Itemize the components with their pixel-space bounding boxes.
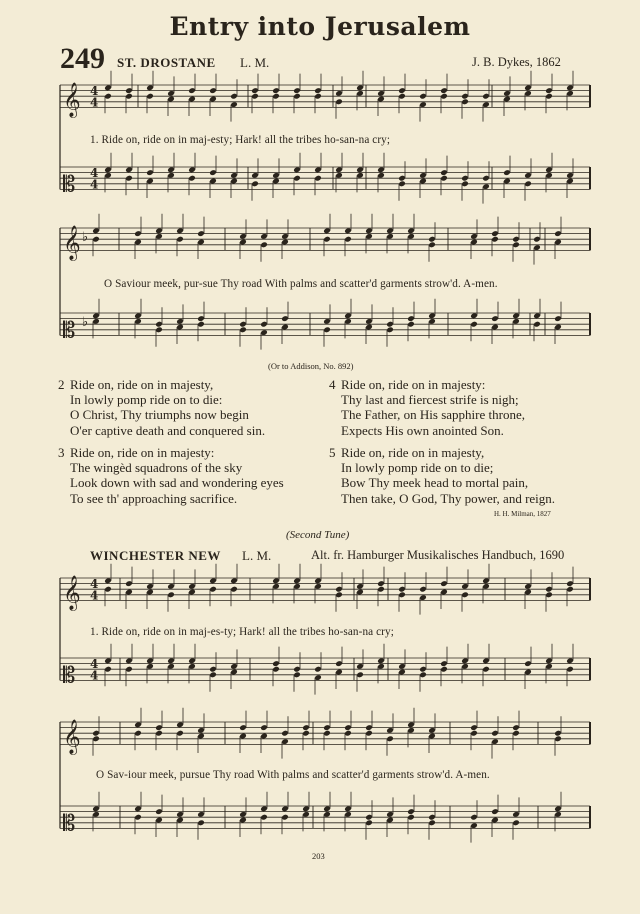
- text-author: H. H. Milman, 1827: [494, 510, 551, 518]
- time-signature: 4: [90, 84, 99, 99]
- tune-name-2: WINCHESTER NEW: [90, 548, 221, 563]
- time-signature: 4: [90, 577, 99, 592]
- verse-line: O Christ, Thy triumphs now begin: [70, 407, 249, 423]
- time-signature: 4: [90, 177, 99, 192]
- verse-line: Bow Thy meek head to mortal pain,: [341, 475, 529, 491]
- alternate-tune-note: (Or to Addison, No. 892): [268, 361, 354, 371]
- lyric-line: 1. Ride on, ride on in maj-es-ty; Hark! all the tribes ho-san-na cry;: [90, 626, 394, 638]
- verse-line: O'er captive death and conquered sin.: [70, 422, 266, 438]
- music-system-4: [0, 706, 640, 856]
- verse-3: [58, 445, 284, 506]
- verse-4: [329, 377, 525, 438]
- time-signature: 4: [90, 95, 99, 110]
- page-title: Entry into Jerusalem: [169, 12, 471, 41]
- verse-line: To see th' approaching sacrifice.: [70, 490, 238, 506]
- tenor-clef: 𝄡: [63, 172, 76, 198]
- page-number: 203: [312, 851, 325, 861]
- verse-number: 2: [58, 377, 65, 392]
- treble-clef: 𝄞: [63, 82, 81, 118]
- verse-5: [329, 445, 555, 506]
- treble-clef: 𝄞: [63, 575, 81, 611]
- verse-line: Ride on, ride on in majesty:: [70, 445, 215, 460]
- verse-line: Look down with sad and wondering eyes: [70, 475, 284, 491]
- lyric-line: O Sav-iour meek, pursue Thy road With palms and scatter'd garments strow'd. A-men.: [96, 769, 490, 781]
- tenor-clef: 𝄡: [63, 663, 76, 689]
- composer-1: J. B. Dykes, 1862: [472, 55, 561, 69]
- verse-line: Ride on, ride on in majesty,: [341, 445, 485, 460]
- verse-number: 5: [329, 445, 336, 460]
- verse-line: Thy last and fiercest strife is nigh;: [341, 392, 519, 408]
- lyric-line: O Saviour meek, pur-sue Thy road With palms and scatter'd garments strow'd. A-men.: [104, 278, 498, 290]
- tenor-clef: 𝄡: [63, 318, 76, 344]
- time-signature: 4: [90, 657, 99, 672]
- verse-line: Ride on, ride on in majesty,: [70, 377, 214, 392]
- verse-line: Expects His own anointed Son.: [341, 422, 504, 438]
- verse-number: 4: [329, 377, 336, 392]
- second-tune-label: (Second Tune): [286, 529, 350, 541]
- composer-2: Alt. fr. Hamburger Musikalisches Handbuch, 1690: [311, 548, 565, 562]
- treble-clef: 𝄞: [63, 225, 81, 261]
- verse-line: The Father, on His sapphire throne,: [341, 407, 525, 423]
- tune-name-1: ST. DROSTANE: [117, 55, 216, 70]
- verse-line: In lowly pomp ride on to die:: [70, 392, 223, 408]
- tenor-clef: 𝄡: [63, 811, 76, 837]
- time-signature: 4: [90, 668, 99, 683]
- meter-2: L. M.: [242, 548, 272, 563]
- time-signature: 4: [90, 588, 99, 603]
- lyric-line: 1. Ride on, ride on in maj-esty; Hark! all the tribes ho-san-na cry;: [90, 134, 391, 146]
- verse-line: Then take, O God, Thy power, and reign.: [341, 490, 556, 506]
- verse-line: In lowly pomp ride on to die;: [341, 460, 494, 476]
- key-flat: ♭: [82, 315, 89, 331]
- treble-clef: 𝄞: [63, 719, 81, 755]
- time-signature: 4: [90, 166, 99, 181]
- verse-2: [58, 377, 265, 438]
- verse-line: Ride on, ride on in majesty:: [341, 377, 486, 392]
- verse-number: 3: [58, 445, 65, 460]
- verse-line: The wingèd squadrons of the sky: [70, 460, 243, 476]
- hymn-number: 249: [60, 42, 105, 75]
- meter-1: L. M.: [240, 55, 270, 70]
- key-flat: ♭: [82, 230, 89, 246]
